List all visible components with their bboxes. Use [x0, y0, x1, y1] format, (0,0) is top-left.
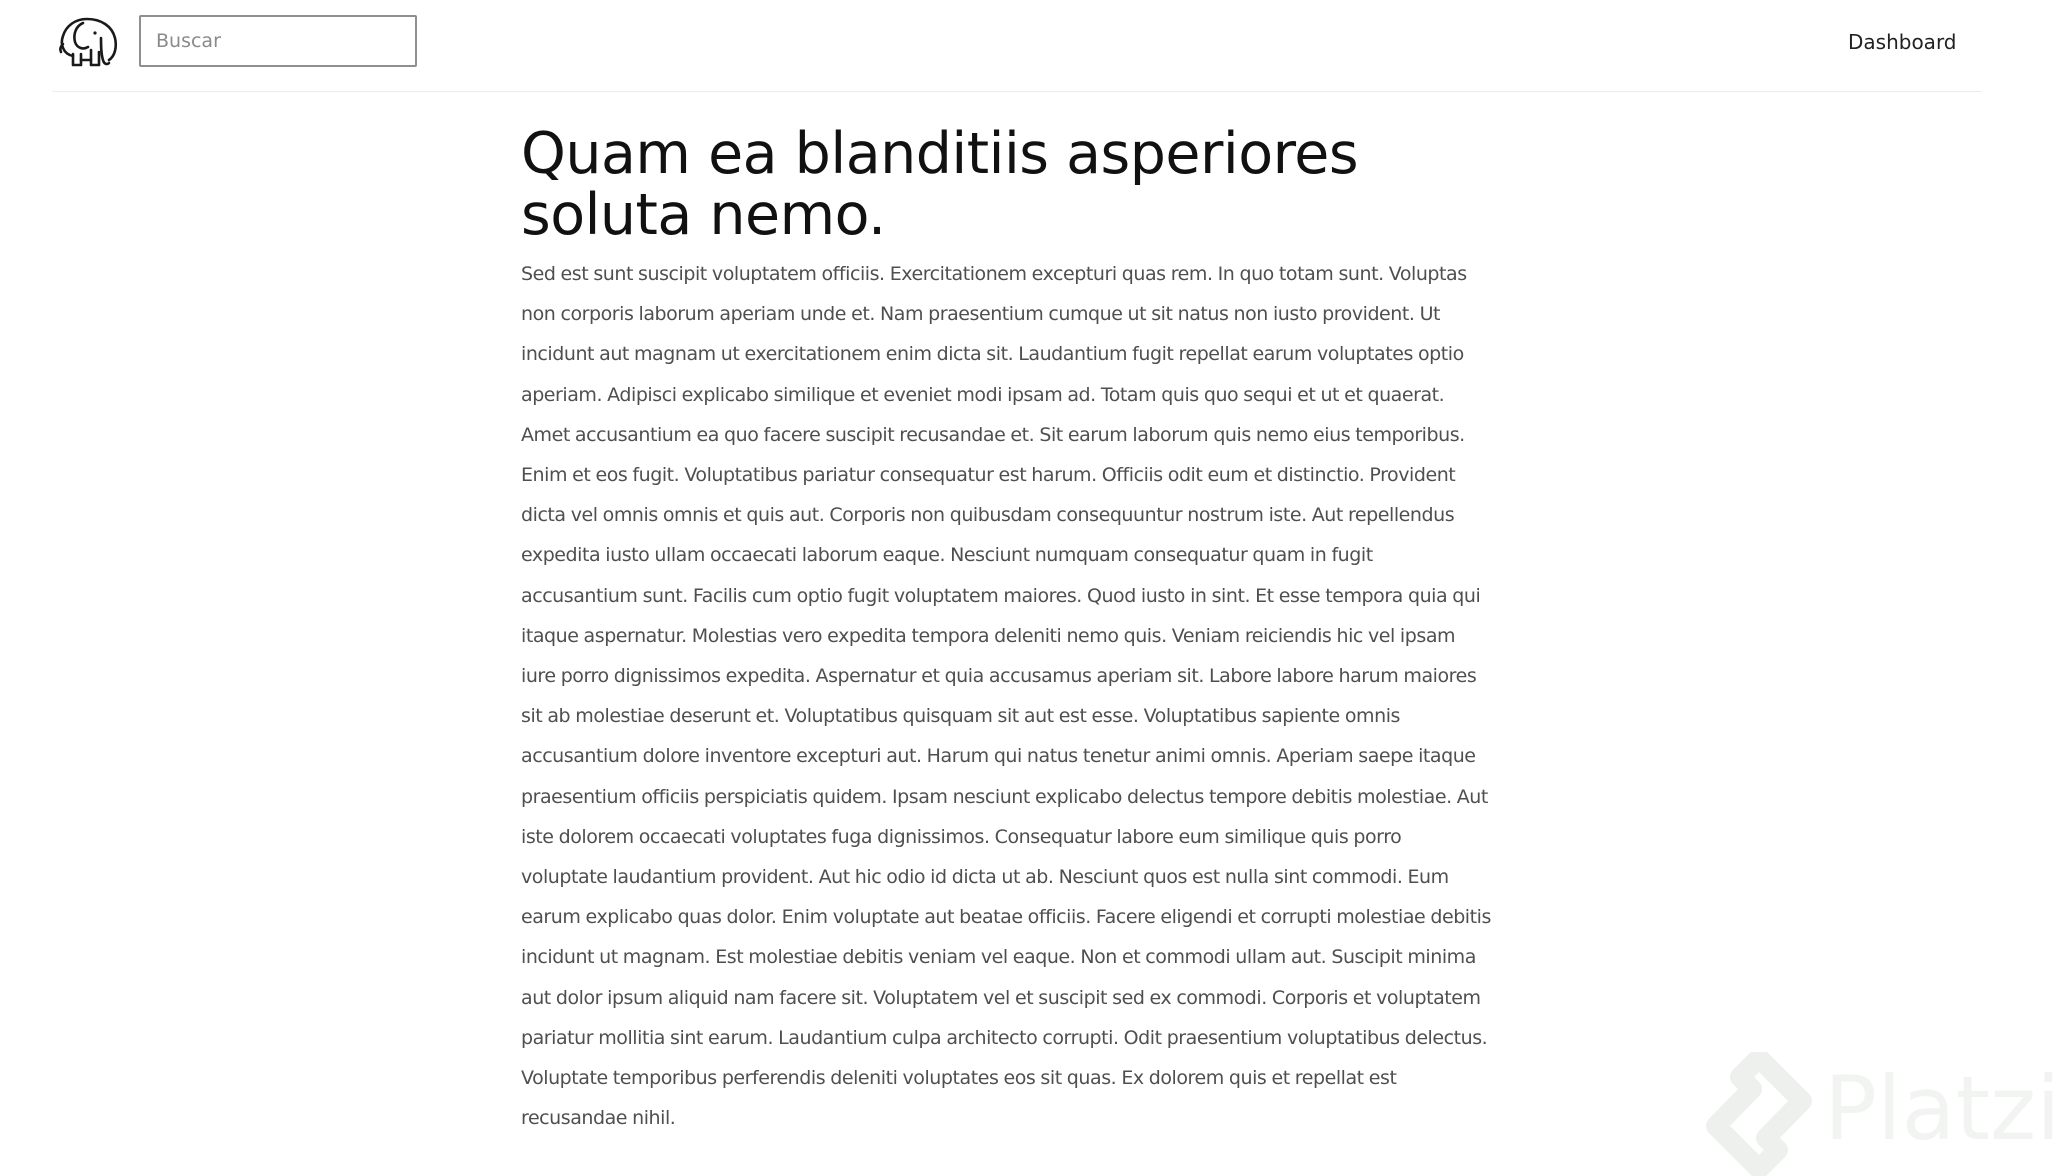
header-divider — [52, 91, 1982, 92]
article-body: Sed est sunt suscipit voluptatem officiis. Exercitationem excepturi quas rem. In quo totam sunt. Voluptas non corporis laborum aperiam unde et. Nam praesentium cumque ut sit natus non iusto provident. Ut incidunt aut magnam ut exercitationem enim dicta sit. Laudantium fugit repellat earum voluptates optio aperiam. Adipisci explicabo similique et eveniet modi ipsam ad. Totam quis quo sequi et ut et quaerat. Amet accusantium ea quo facere suscipit recusandae et. Sit earum laborum quis nemo eius temporibus. Enim et eos fugit. Voluptatibus pariatur consequatur est harum. Officiis odit eum et distinctio. Provident dicta vel omnis omnis et quis aut. Corporis non quibusdam consequuntur nostrum iste. Aut repellendus expedita iusto ullam occaecati laborum eaque. Nesciunt numquam consequatur quam in fugit accusantium sunt. Facilis cum optio fugit voluptatem maiores. Quod iusto in sint. Et esse tempora quia qui itaque aspernatur. Molestias vero expedita tempora deleniti nemo quis. Veniam reiciendis hic vel ipsam iure porro dignissimos expedita. Aspernatur et quia accusamus aperiam sit. Labore labore harum maiores sit ab molestiae deserunt et. Voluptatibus quisquam sit aut est esse. Voluptatibus sapiente omnis accusantium dolore inventore excepturi aut. Harum qui natus tenetur animi omnis. Aperiam saepe itaque praesentium officiis perspiciatis quidem. Ipsam nesciunt explicabo delectus tempore debitis molestiae. Aut iste dolorem occaecati voluptates fuga dignissimos. Consequatur labore eum similique quis porro voluptate laudantium provident. Aut hic odio id dicta ut ab. Nesciunt quos est nulla sint commodi. Eum earum explicabo quas dolor. Enim voluptate aut beatae officiis. Facere eligendi et corrupti molestiae debitis incidunt ut magnam. Est molestiae debitis veniam vel eaque. Non et commodi ullam aut. Suscipit minima aut dolor ipsum aliquid nam facere sit. Voluptatem vel et suscipit sed ex commodi. Corporis et voluptatem pariatur mollitia sint earum. Laudantium culpa architecto corrupti. Odit praesentium voluptatibus delectus. Voluptate temporibus perferendis deleniti voluptates eos sit quas. Ex dolorem quis et repellat est recusandae nihil. — [521, 263, 1491, 1130]
platzi-logo-icon — [1704, 1052, 1814, 1176]
article-title: Quam ea blanditiis asperiores soluta nemo. — [521, 121, 1359, 248]
watermark-text: Platzi — [1824, 1057, 2061, 1160]
elephant-icon — [57, 14, 121, 70]
nav-link-dashboard[interactable]: Dashboard — [1848, 30, 1957, 54]
top-navbar — [0, 0, 2062, 92]
article — [521, 121, 1491, 1138]
search-input[interactable] — [139, 15, 417, 67]
platzi-watermark — [1704, 1052, 2062, 1176]
home-logo-link[interactable] — [57, 14, 121, 70]
